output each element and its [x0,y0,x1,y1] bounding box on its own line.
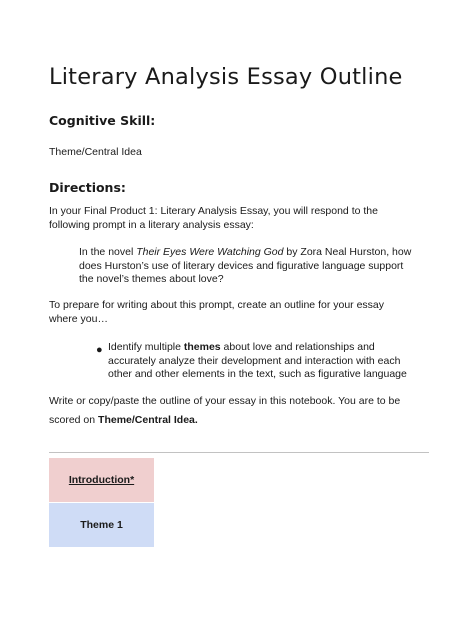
directions-intro [49,205,378,232]
bullet-line-3: other and other elements in the text, such as figurative language [108,368,407,380]
bullet-line-2: accurately analyze their development and interaction with each [108,354,401,367]
bullet-text-start: Identify multiple [108,341,184,353]
section-divider [49,452,429,453]
prompt-line-2: does Hurston’s use of literary devices and figurative language support [79,259,404,272]
bullet-icon: ● [96,344,103,356]
prompt-text-author: by Zora Neal Hurston, how [283,246,412,258]
cognitive-skill-value: Theme/Central Idea [49,146,142,158]
theme-1-label: Theme 1 [80,519,123,531]
introduction-label: Introduction* [68,474,135,486]
intro-line-1: In your Final Product 1: Literary Analysis Essay, you will respond to the [49,205,378,217]
prompt-line-3: the novel’s themes about love? [79,273,224,285]
bullet-text-end: about love and relationships and [220,341,375,353]
cognitive-skill-heading: Cognitive Skill: [49,113,156,128]
closing-text-start: scored on [49,414,99,426]
bullet-item [108,341,407,382]
prepare-instructions [49,299,384,326]
outline-cell-introduction[interactable] [49,458,154,502]
prepare-line-2: where you… [49,312,108,325]
intro-line-2: following prompt in a literary analysis essay: [49,218,254,231]
bullet-bold-themes: themes [183,341,221,353]
book-title: Their Eyes Were Watching God [136,246,284,258]
essay-prompt [79,246,411,287]
outline-cell-theme-1[interactable] [49,503,154,547]
prompt-text-start: In the novel [79,246,137,258]
closing-instructions [49,392,400,430]
closing-bold-skill: Theme/Central Idea. [98,414,198,426]
directions-heading: Directions: [49,180,126,195]
document-title: Literary Analysis Essay Outline [49,64,403,90]
prepare-line-1: To prepare for writing about this prompt, create an outline for your essay [49,299,385,311]
closing-line-1: Write or copy/paste the outline of your essay in this notebook. You are to be [49,395,401,407]
